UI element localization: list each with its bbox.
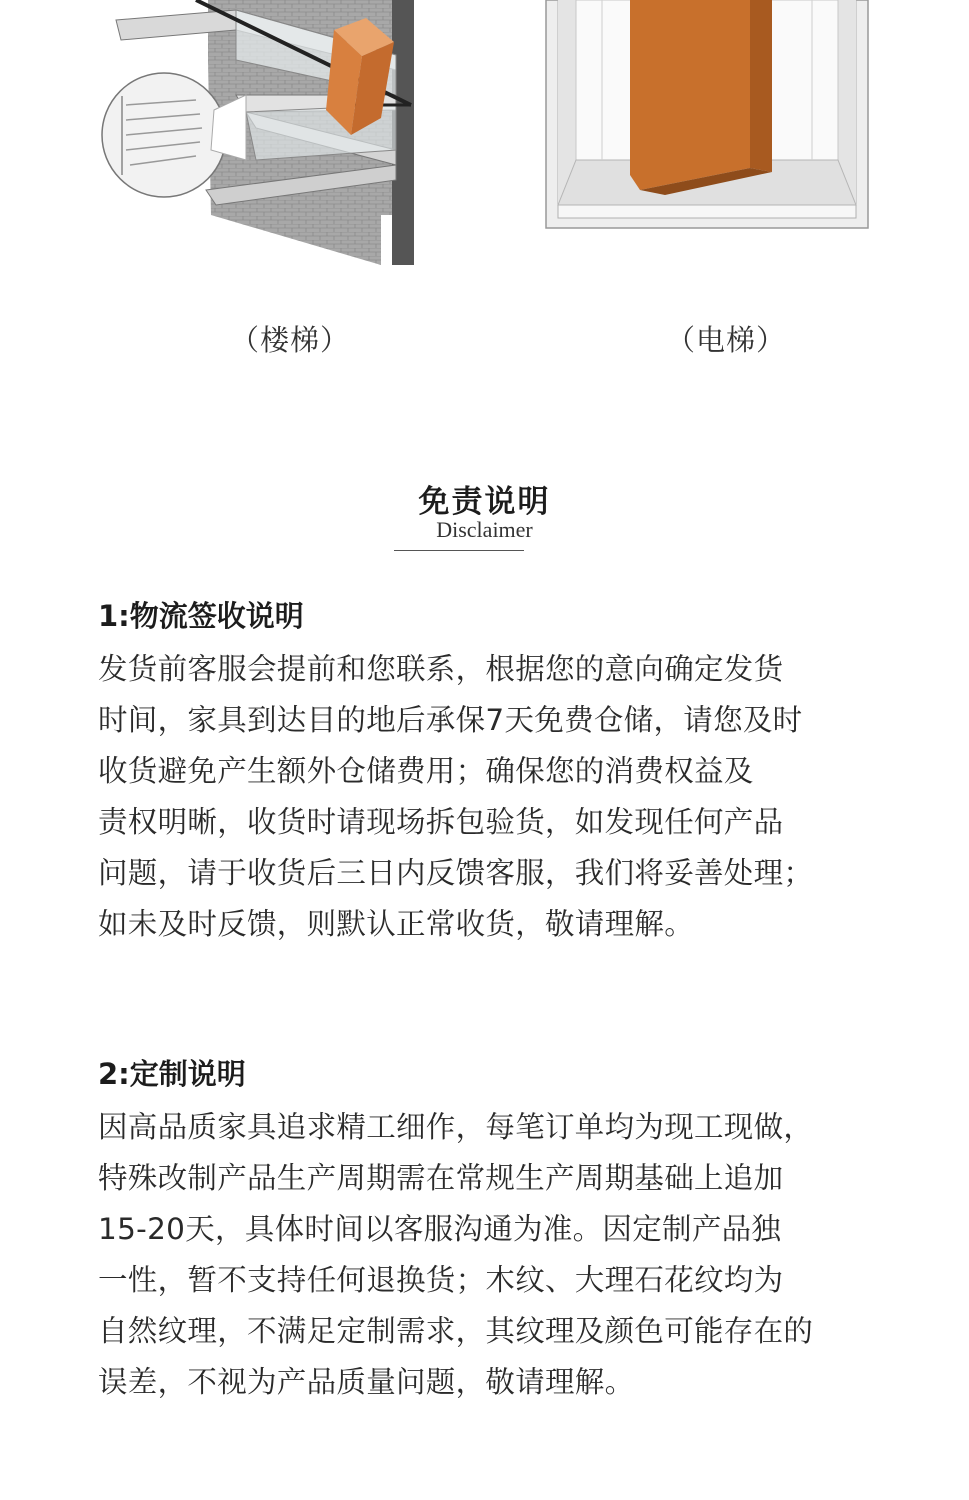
elevator-illustration [540,0,874,235]
logistics-section [98,594,888,950]
elevator-caption: （电梯） [666,323,787,357]
logistics-line: 发货前客服会提前和您联系，根据您的意向确定发货 [98,652,784,686]
customization-line: 误差，不视为产品质量问题，敬请理解。 [98,1365,635,1399]
customization-line: 因高品质家具追求精工细作，每笔订单均为现工现做， [98,1110,814,1144]
customization-line: 特殊改制产品生产周期需在常规生产周期基础上追加 [98,1161,784,1195]
logistics-line: 责权明晰，收货时请现场拆包验货，如发现任何产品 [98,805,784,839]
stair-illustration [96,0,426,275]
logistics-line: 时间，家具到达目的地后承保7天免费仓储，请您及时 [98,703,803,737]
customization-line: 15-20天，具体时间以客服沟通为准。因定制产品独 [98,1212,782,1246]
logistics-heading: 1:物流签收说明 [98,599,304,633]
customization-line: 一性，暂不支持任何退换货；木纹、大理石花纹均为 [98,1263,784,1297]
customization-heading: 2:定制说明 [98,1057,246,1091]
logistics-line: 收货避免产生额外仓储费用；确保您的消费权益及 [98,754,754,788]
stair-caption: （楼梯） [230,323,351,357]
title-divider [394,550,524,551]
logistics-line: 问题，请于收货后三日内反馈客服，我们将妥善处理； [98,856,814,890]
logistics-line: 如未及时反馈，则默认正常收货，敬请理解。 [98,907,695,941]
customization-line: 自然纹理，不满足定制需求，其纹理及颜色可能存在的 [98,1314,814,1348]
disclaimer-title: 免责说明 [418,484,551,520]
customization-section [98,1052,888,1408]
disclaimer-subtitle: Disclaimer [436,517,533,542]
